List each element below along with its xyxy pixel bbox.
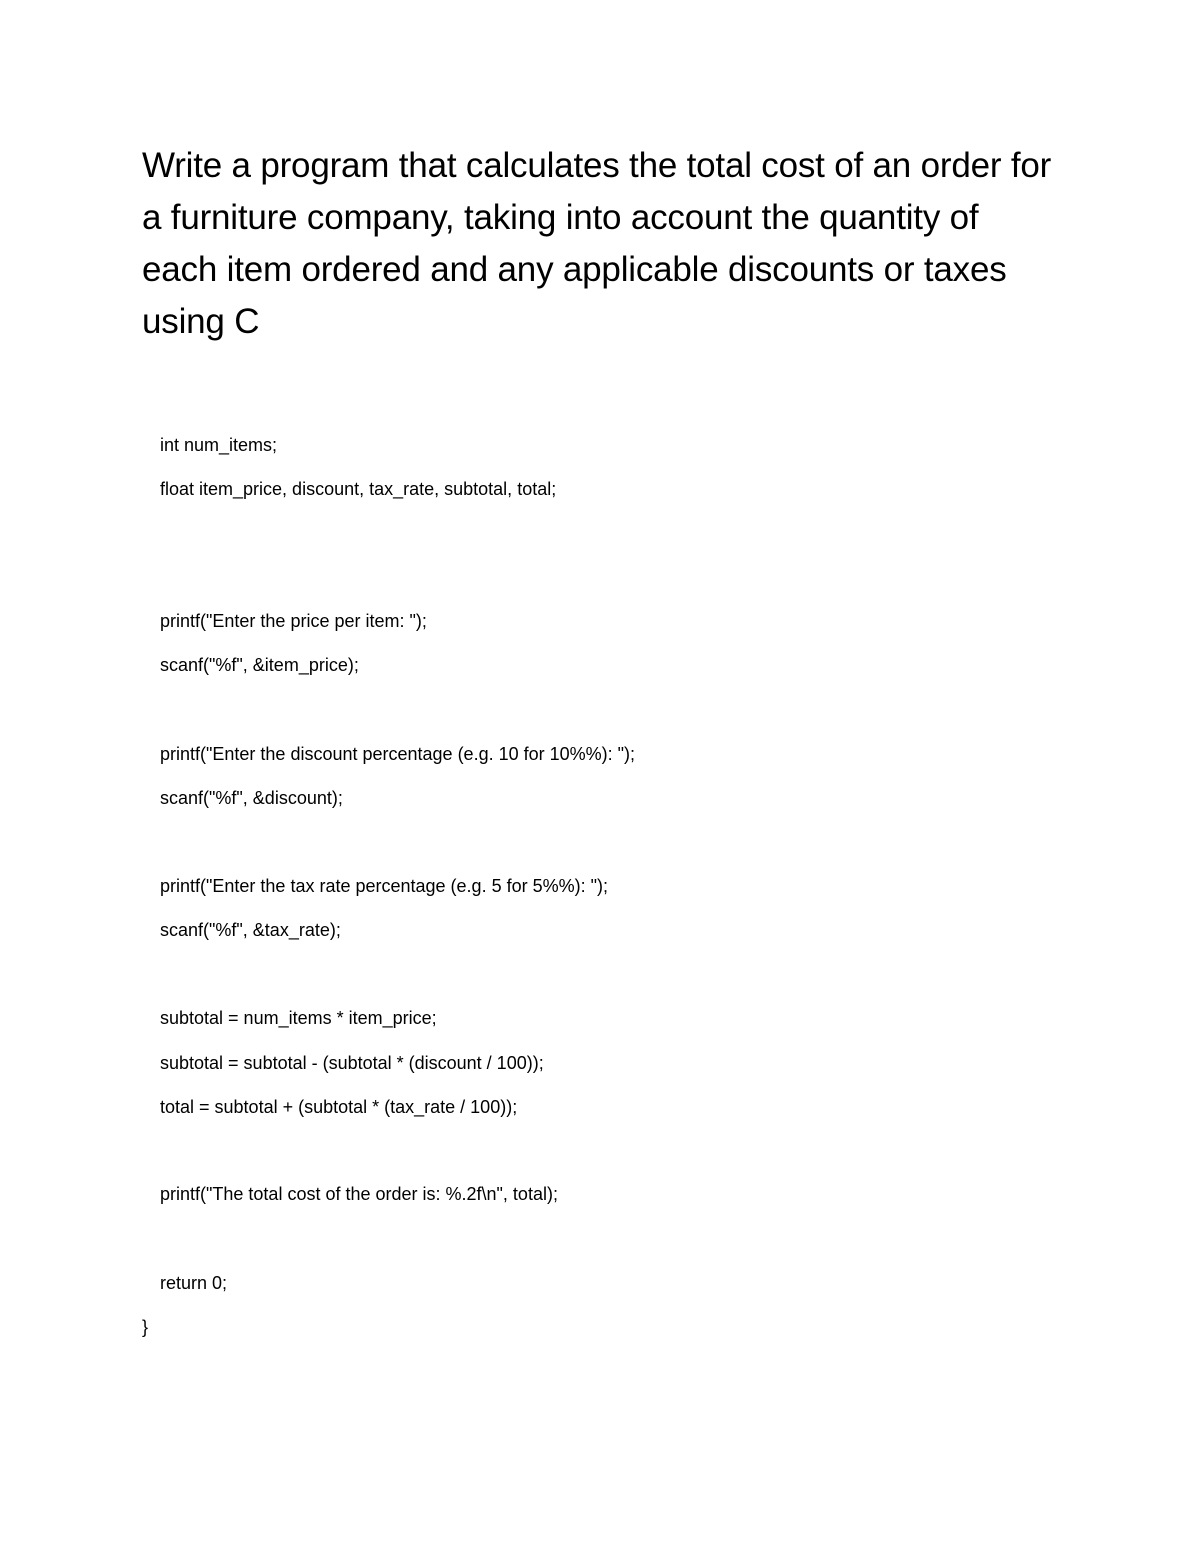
code-line-return: return 0; <box>160 1273 228 1293</box>
code-line-scanf-price: scanf("%f", &item_price); <box>160 655 359 675</box>
question-heading: Write a program that calculates the total cost of an order for a furniture company, taking into account the quantity of each item ordered and any applicable discounts or taxes using C <box>142 146 1052 341</box>
code-line-apply-discount: subtotal = subtotal - (subtotal * (discount / 100)); <box>160 1053 544 1073</box>
code-line-printf-tax: printf("Enter the tax rate percentage (e.g. 5 for 5%%): "); <box>160 876 608 896</box>
code-line-printf-price: printf("Enter the price per item: "); <box>160 611 427 631</box>
closing-brace: } <box>142 1317 149 1337</box>
code-line-calc-subtotal: subtotal = num_items * item_price; <box>160 1008 437 1028</box>
code-line-printf-total: printf("The total cost of the order is: %.2f\n", total); <box>160 1184 558 1204</box>
code-line-printf-discount: printf("Enter the discount percentage (e.g. 10 for 10%%): "); <box>160 744 636 764</box>
code-line-scanf-tax: scanf("%f", &tax_rate); <box>160 920 341 940</box>
code-line-decl-float: float item_price, discount, tax_rate, subtotal, total; <box>160 479 557 499</box>
code-line-scanf-discount: scanf("%f", &discount); <box>160 788 343 808</box>
code-line-decl-int: int num_items; <box>160 435 278 455</box>
code-line-calc-total: total = subtotal + (subtotal * (tax_rate / 100)); <box>160 1097 518 1117</box>
